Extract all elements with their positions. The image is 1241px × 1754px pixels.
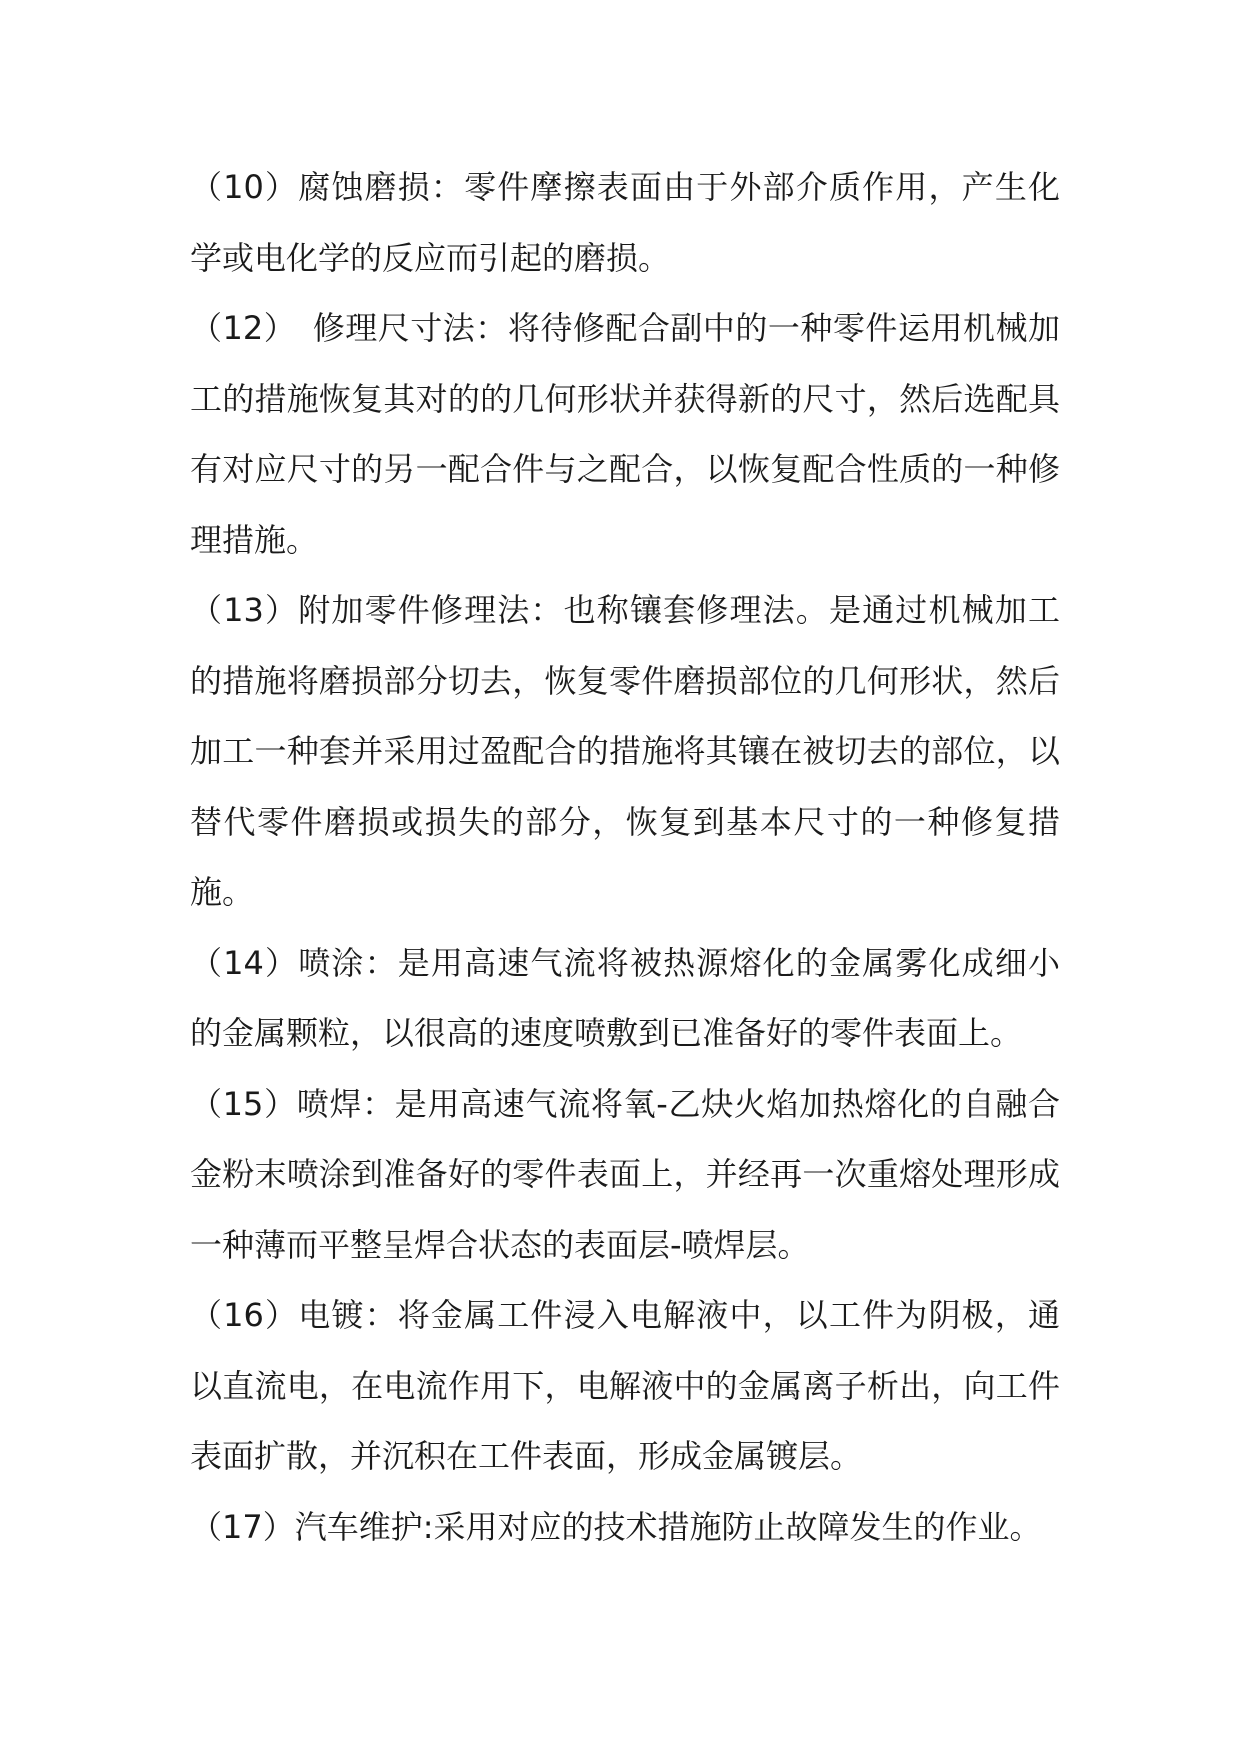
paragraph-10: （10）腐蚀磨损：零件摩擦表面由于外部介质作用，产生化学或电化学的反应而引起的磨损。 <box>190 168 1060 277</box>
paragraph-14: （14）喷涂：是用高速气流将被热源熔化的金属雾化成细小的金属颗粒，以很高的速度喷敷到已准备好的零件表面上。 <box>190 943 1060 1052</box>
paragraph-16: （16）电镀：将金属工件浸入电解液中，以工件为阴极，通以直流电，在电流作用下，电解液中的金属离子析出，向工件表面扩散，并沉积在工件表面，形成金属镀层。 <box>190 1296 1060 1475</box>
paragraph-15: （15）喷焊：是用高速气流将氧-乙炔火焰加热熔化的自融合金粉末喷涂到准备好的零件表面上，并经再一次重熔处理形成一种薄而平整呈焊合状态的表面层-喷焊层。 <box>190 1084 1060 1264</box>
paragraph-17: （17）汽车维护:采用对应的技术措施防止故障发生的作业。 <box>190 1507 1042 1546</box>
paragraph-13: （13）附加零件修理法：也称镶套修理法。是通过机械加工的措施将磨损部分切去，恢复零件磨损部位的几何形状，然后加工一种套并采用过盈配合的措施将其镶在被切去的部位，以替代零件磨损或损失的部分，恢复到基本尺寸的一种修复措施。 <box>190 591 1060 911</box>
document-body <box>190 152 1060 1562</box>
paragraph-12: （12） 修理尺寸法：将待修配合副中的一种零件运用机械加工的措施恢复其对的的几何形状并获得新的尺寸，然后选配具有对应尺寸的另一配合件与之配合，以恢复配合性质的一种修理措施。 <box>190 309 1060 559</box>
